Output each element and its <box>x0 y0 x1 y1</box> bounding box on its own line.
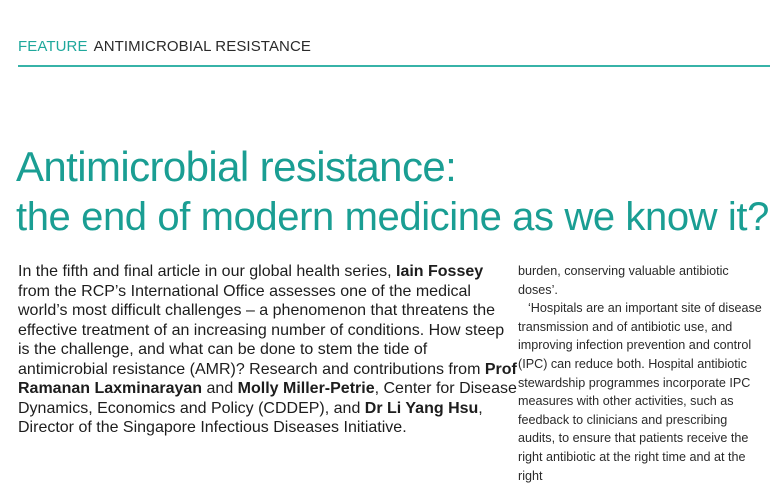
title-line-1: Antimicrobial resistance: <box>16 143 457 190</box>
article-title <box>16 142 769 242</box>
intro-paragraph <box>18 262 518 438</box>
feature-label: FEATURE <box>18 38 88 55</box>
intro-text-3: and <box>202 380 238 397</box>
header-rule <box>18 65 770 67</box>
body-column <box>518 262 766 485</box>
intro-text-4: , Center for Disease Dynamics, Economics and Policy (CDDEP), and <box>18 380 517 417</box>
section-label: ANTIMICROBIAL RESISTANCE <box>93 38 312 55</box>
author-name: Iain Fossey <box>396 263 484 280</box>
contributor-1: Prof Ramanan Laxminarayan <box>18 360 517 397</box>
title-line-2: the end of modern medicine as we know it? <box>16 195 769 239</box>
section-header <box>18 38 311 55</box>
intro-standfirst <box>18 262 518 438</box>
intro-text-2: from the RCP’s International Office assesses one of the medical world’s most difficult challenges – a phenomenon that threatens the effective treatment of an increasing number of conditions. How steep is the challenge, and what can be done to stem the tide of antimicrobial resistance (AMR)? Research and contributions from <box>18 282 505 378</box>
body-paragraph-2: ‘Hospitals are an important site of disease transmission and of antibiotic use, and improving infection prevention and control (IPC) can reduce both. Hospital antibiotic stewardship programmes incorporate IPC measures with other activities, such as feedback to clinicians and prescribing audits, to ensure that patients receive the right antibiotic at the right time and at the right <box>518 301 762 483</box>
intro-text-1: In the fifth and final article in our global health series, <box>18 263 396 280</box>
contributor-3: Dr Li Yang Hsu <box>364 399 479 417</box>
contributor-2: Molly Miller-Petrie <box>237 380 375 397</box>
body-paragraph-1: burden, conserving valuable antibiotic doses’. <box>518 264 729 297</box>
intro-text-5: , Director of the Singapore Infectious Diseases Initiative. <box>18 399 483 436</box>
